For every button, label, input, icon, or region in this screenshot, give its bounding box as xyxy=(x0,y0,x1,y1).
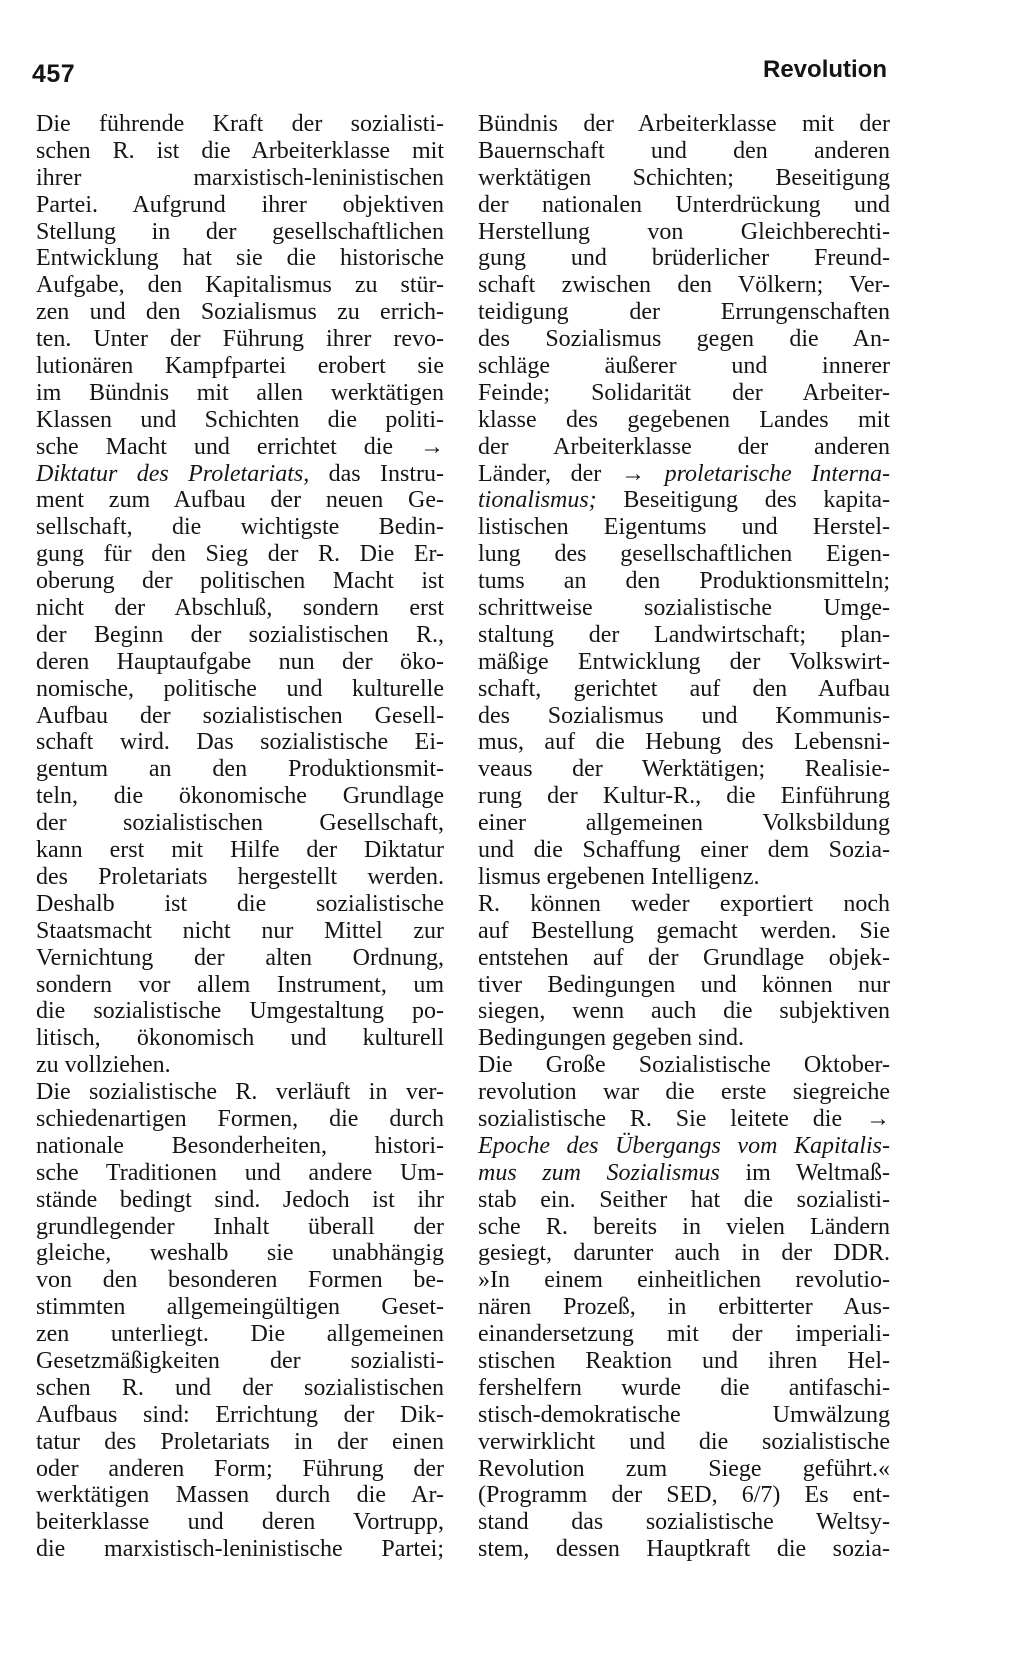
text-line xyxy=(36,111,444,138)
text-line xyxy=(478,353,890,380)
text-segment: der sozialistischen Gesellschaft, xyxy=(36,810,444,837)
text-line xyxy=(36,622,444,649)
text-line xyxy=(36,864,444,891)
text-line xyxy=(36,1456,444,1483)
text-line xyxy=(36,1375,444,1402)
text-segment: nicht der Abschluß, sondern erst xyxy=(36,595,444,622)
text-segment: staltung der Landwirtschaft; plan- xyxy=(478,621,890,648)
text-segment: und die Schaffung einer dem Sozia- xyxy=(478,837,890,864)
text-line xyxy=(36,1106,444,1133)
text-segment: werktätigen Massen durch die Ar- xyxy=(36,1482,444,1509)
text-line xyxy=(478,810,890,837)
text-line xyxy=(478,461,890,488)
text-segment: im Weltmaß- xyxy=(719,1159,891,1186)
text-segment: schaft wird. Das sozialistische Ei- xyxy=(36,729,444,756)
text-line xyxy=(478,1321,890,1348)
text-segment: die marxistisch-leninistische Partei; xyxy=(36,1536,444,1563)
text-line xyxy=(478,1240,890,1267)
text-line xyxy=(478,945,890,972)
text-segment: rung der Kultur-R., die Einführung xyxy=(478,783,890,810)
text-line xyxy=(478,165,890,192)
text-segment: Beseitigung des kapita- xyxy=(596,487,890,514)
text-line xyxy=(36,353,444,380)
text-line xyxy=(36,1187,444,1214)
text-segment: zen und den Sozialismus zu errich- xyxy=(36,299,444,326)
text-segment: klasse des gegebenen Landes mit xyxy=(478,406,890,433)
text-segment: Die führende Kraft der sozialisti- xyxy=(36,111,444,137)
text-line xyxy=(36,998,444,1025)
text-line xyxy=(478,219,890,246)
text-segment: Die sozialistische R. verläuft in ver- xyxy=(36,1079,444,1106)
text-line xyxy=(478,192,890,219)
text-segment: siegen, wenn auch die subjektiven xyxy=(478,998,890,1025)
text-line xyxy=(478,1509,890,1536)
text-line xyxy=(36,1079,444,1106)
text-line xyxy=(36,1321,444,1348)
text-line xyxy=(478,407,890,434)
text-segment: stimmten allgemeingültigen Geset- xyxy=(36,1294,444,1321)
text-line xyxy=(478,918,890,945)
text-line xyxy=(478,1402,890,1429)
text-segment: Partei. Aufgrund ihrer objektiven xyxy=(36,191,444,218)
text-segment: ihrer marxistisch-leninistischen xyxy=(36,164,444,191)
italic-segment: proletarische Interna- xyxy=(664,460,890,487)
text-segment: einandersetzung mit der imperiali- xyxy=(478,1321,890,1348)
italic-segment: Diktatur des Proletariats, xyxy=(36,460,310,487)
text-line xyxy=(36,165,444,192)
text-segment: Deshalb ist die sozialistische xyxy=(36,890,444,917)
text-segment: der Beginn der sozialistischen R., xyxy=(36,621,444,648)
text-segment: Revolution zum Siege geführt.« xyxy=(478,1455,890,1482)
text-line xyxy=(36,649,444,676)
italic-segment: tionalismus; xyxy=(478,487,597,514)
text-segment: Aufbau der sozialistischen Gesell- xyxy=(36,702,444,729)
text-line xyxy=(36,1267,444,1294)
text-segment: sche R. bereits in vielen Ländern xyxy=(478,1213,890,1240)
text-segment: tatur des Proletariats in der einen xyxy=(36,1428,444,1455)
text-line xyxy=(478,1079,890,1106)
text-line xyxy=(36,272,444,299)
text-line xyxy=(36,1052,444,1079)
text-line xyxy=(36,918,444,945)
text-segment: nären Prozeß, in erbitterter Aus- xyxy=(478,1294,890,1321)
text-segment: Feinde; Solidarität der Arbeiter- xyxy=(478,379,890,406)
text-line xyxy=(478,541,890,568)
text-segment: das Instru- xyxy=(309,460,444,487)
text-line xyxy=(478,1025,890,1052)
text-line xyxy=(36,1536,444,1563)
text-segment: im Bündnis mit allen werktätigen xyxy=(36,379,444,406)
text-line xyxy=(36,1509,444,1536)
text-line xyxy=(36,514,444,541)
text-line xyxy=(36,945,444,972)
text-segment: von den besonderen Formen be- xyxy=(36,1267,444,1294)
text-segment: Vernichtung der alten Ordnung, xyxy=(36,944,444,971)
text-segment: sellschaft, die wichtigste Bedin- xyxy=(36,514,444,541)
text-line xyxy=(36,407,444,434)
text-segment: gleiche, weshalb sie unabhängig xyxy=(36,1240,444,1267)
text-segment: der Arbeiterklasse der anderen xyxy=(478,433,890,460)
text-segment: verwirklicht und die sozialistische xyxy=(478,1428,890,1455)
text-line xyxy=(478,1133,890,1160)
text-segment: mäßige Entwicklung der Volkswirt- xyxy=(478,648,890,675)
text-line xyxy=(36,434,444,461)
text-segment: auf Bestellung gemacht werden. Sie xyxy=(478,917,890,944)
text-line xyxy=(36,810,444,837)
text-segment: schen R. und der sozialistischen xyxy=(36,1374,444,1401)
text-line xyxy=(36,595,444,622)
text-line xyxy=(36,1133,444,1160)
text-segment: grundlegender Inhalt überall der xyxy=(36,1213,444,1240)
text-segment: Gesetzmäßigkeiten der sozialisti- xyxy=(36,1347,444,1374)
text-segment: gung für den Sieg der R. Die Er- xyxy=(36,541,444,568)
text-segment: zu vollziehen. xyxy=(36,1052,171,1079)
text-line xyxy=(478,1267,890,1294)
text-line xyxy=(478,649,890,676)
text-segment: beiterklasse und deren Vortrupp, xyxy=(36,1509,444,1536)
text-line xyxy=(478,837,890,864)
text-segment: sozialistische R. Sie leitete die → xyxy=(478,1105,890,1132)
text-line xyxy=(36,837,444,864)
text-segment: schen R. ist die Arbeiterklasse mit xyxy=(36,137,444,164)
text-segment: Stellung in der gesellschaftlichen xyxy=(36,218,444,245)
text-line xyxy=(36,783,444,810)
text-segment: gentum an den Produktionsmit- xyxy=(36,756,444,783)
text-segment: gesiegt, darunter auch in der DDR. xyxy=(478,1240,890,1267)
text-line xyxy=(478,487,890,514)
text-line xyxy=(36,1160,444,1187)
text-segment: einer allgemeinen Volksbildung xyxy=(478,810,890,837)
text-line xyxy=(478,568,890,595)
text-segment: nationale Besonderheiten, histori- xyxy=(36,1132,444,1159)
page-number: 457 xyxy=(32,60,76,88)
text-segment: Entwicklung hat sie die historische xyxy=(36,245,444,272)
text-segment: schiedenartigen Formen, die durch xyxy=(36,1105,444,1132)
text-line xyxy=(478,972,890,999)
text-segment: Die Große Sozialistische Oktober- xyxy=(478,1052,890,1079)
text-segment: oder anderen Form; Führung der xyxy=(36,1455,444,1482)
text-segment: schrittweise sozialistische Umge- xyxy=(478,595,890,622)
text-segment: des Proletariats hergestellt werden. xyxy=(36,863,444,890)
text-segment: stand das sozialistische Weltsy- xyxy=(478,1509,890,1536)
text-segment: veaus der Werktätigen; Realisie- xyxy=(478,756,890,783)
text-line xyxy=(478,1456,890,1483)
text-segment: Aufgabe, den Kapitalismus zu stür- xyxy=(36,272,444,299)
text-segment: sche Macht und errichtet die → xyxy=(36,433,444,460)
text-segment: entstehen auf der Grundlage objek- xyxy=(478,944,890,971)
text-line xyxy=(478,1536,890,1563)
text-segment: revolution war die erste siegreiche xyxy=(478,1079,890,1106)
text-segment: sche Traditionen und andere Um- xyxy=(36,1159,444,1186)
left-text-column xyxy=(36,111,444,1563)
text-line xyxy=(478,1214,890,1241)
text-segment: Bedingungen gegeben sind. xyxy=(478,1025,744,1052)
italic-segment: Epoche des Übergangs vom Kapitalis- xyxy=(478,1132,890,1159)
text-line xyxy=(36,219,444,246)
text-line xyxy=(478,1375,890,1402)
text-segment: werktätigen Schichten; Beseitigung xyxy=(478,164,890,191)
text-segment: litisch, ökonomisch und kulturell xyxy=(36,1025,444,1052)
text-segment: schaft zwischen den Völkern; Ver- xyxy=(478,272,890,299)
text-line xyxy=(36,1348,444,1375)
text-line xyxy=(36,703,444,730)
text-segment: stischen Reaktion und ihren Hel- xyxy=(478,1347,890,1374)
text-line xyxy=(36,326,444,353)
text-segment: teidigung der Errungenschaften xyxy=(478,299,890,326)
text-segment: nomische, politische und kulturelle xyxy=(36,675,444,702)
text-line xyxy=(478,1052,890,1079)
text-segment: Bauernschaft und den anderen xyxy=(478,137,890,164)
text-line xyxy=(478,703,890,730)
text-line xyxy=(36,487,444,514)
text-segment: ten. Unter der Führung ihrer revo- xyxy=(36,326,444,353)
text-line xyxy=(478,783,890,810)
text-line xyxy=(478,864,890,891)
text-segment: der nationalen Unterdrückung und xyxy=(478,191,890,218)
text-segment: »In einem einheitlichen revolutio- xyxy=(478,1267,890,1294)
italic-segment: mus zum Sozialismus xyxy=(478,1159,720,1186)
text-segment: stisch-demokratische Umwälzung xyxy=(478,1401,890,1428)
text-segment: Länder, der → xyxy=(478,460,665,487)
text-segment: lutionären Kampfpartei erobert sie xyxy=(36,353,444,380)
text-line xyxy=(478,245,890,272)
text-line xyxy=(36,1294,444,1321)
text-line xyxy=(478,1160,890,1187)
text-line xyxy=(478,380,890,407)
text-line xyxy=(478,514,890,541)
text-line xyxy=(36,192,444,219)
text-segment: (Programm der SED, 6/7) Es ent- xyxy=(478,1482,890,1509)
text-line xyxy=(36,1214,444,1241)
text-line xyxy=(36,1025,444,1052)
text-line xyxy=(478,1294,890,1321)
text-segment: Bündnis der Arbeiterklasse mit der xyxy=(478,111,890,137)
text-segment: des Sozialismus gegen die An- xyxy=(478,326,890,353)
text-line xyxy=(478,272,890,299)
text-line xyxy=(478,729,890,756)
text-line xyxy=(478,891,890,918)
text-line xyxy=(36,972,444,999)
text-line xyxy=(36,756,444,783)
text-line xyxy=(478,622,890,649)
text-line xyxy=(36,541,444,568)
text-line xyxy=(478,326,890,353)
text-segment: zen unterliegt. Die allgemeinen xyxy=(36,1321,444,1348)
text-segment: Klassen und Schichten die politi- xyxy=(36,406,444,433)
text-segment: fershelfern wurde die antifaschi- xyxy=(478,1374,890,1401)
text-segment: oberung der politischen Macht ist xyxy=(36,568,444,595)
text-segment: Aufbaus sind: Errichtung der Dik- xyxy=(36,1401,444,1428)
text-line xyxy=(478,1482,890,1509)
text-line xyxy=(36,568,444,595)
text-segment: schläge äußerer und innerer xyxy=(478,353,890,380)
text-line xyxy=(478,998,890,1025)
text-segment: gung und brüderlicher Freund- xyxy=(478,245,890,272)
text-segment: die sozialistische Umgestaltung po- xyxy=(36,998,444,1025)
text-line xyxy=(478,756,890,783)
text-segment: teln, die ökonomische Grundlage xyxy=(36,783,444,810)
text-segment: ment zum Aufbau der neuen Ge- xyxy=(36,487,444,514)
text-segment: kann erst mit Hilfe der Diktatur xyxy=(36,837,444,864)
text-segment: des Sozialismus und Kommunis- xyxy=(478,702,890,729)
text-line xyxy=(478,1106,890,1133)
text-line xyxy=(36,891,444,918)
text-segment: Herstellung von Gleichberechti- xyxy=(478,218,890,245)
text-segment: listischen Eigentums und Herstel- xyxy=(478,514,890,541)
text-line xyxy=(36,380,444,407)
text-line xyxy=(36,1429,444,1456)
text-line xyxy=(36,729,444,756)
text-segment: sondern vor allem Instrument, um xyxy=(36,971,444,998)
text-line xyxy=(36,245,444,272)
text-line xyxy=(36,1240,444,1267)
text-line xyxy=(36,676,444,703)
text-segment: lismus ergebenen Intelligenz. xyxy=(478,863,760,890)
text-segment: lung des gesellschaftlichen Eigen- xyxy=(478,541,890,568)
text-segment: schaft, gerichtet auf den Aufbau xyxy=(478,675,890,702)
text-segment: Staatsmacht nicht nur Mittel zur xyxy=(36,917,444,944)
text-line xyxy=(36,1482,444,1509)
text-line xyxy=(478,434,890,461)
text-line xyxy=(36,461,444,488)
text-line xyxy=(478,138,890,165)
section-title: Revolution xyxy=(763,56,887,83)
text-line xyxy=(478,1429,890,1456)
text-line xyxy=(36,1402,444,1429)
text-segment: tums an den Produktionsmitteln; xyxy=(478,568,890,595)
text-line xyxy=(478,595,890,622)
text-line xyxy=(478,299,890,326)
text-line xyxy=(478,1348,890,1375)
text-segment: tiver Bedingungen und können nur xyxy=(478,971,890,998)
text-line xyxy=(478,111,890,138)
text-line xyxy=(36,299,444,326)
text-line xyxy=(478,676,890,703)
text-line xyxy=(478,1187,890,1214)
text-segment: stab ein. Seither hat die sozialisti- xyxy=(478,1186,890,1213)
text-segment: mus, auf die Hebung des Lebensni- xyxy=(478,729,890,756)
text-segment: R. können weder exportiert noch xyxy=(478,890,890,917)
right-text-column xyxy=(478,111,890,1563)
text-segment: deren Hauptaufgabe nun der öko- xyxy=(36,648,444,675)
text-line xyxy=(36,138,444,165)
text-segment: stände bedingt sind. Jedoch ist ihr xyxy=(36,1186,444,1213)
text-segment: stem, dessen Hauptkraft die sozia- xyxy=(478,1536,890,1563)
